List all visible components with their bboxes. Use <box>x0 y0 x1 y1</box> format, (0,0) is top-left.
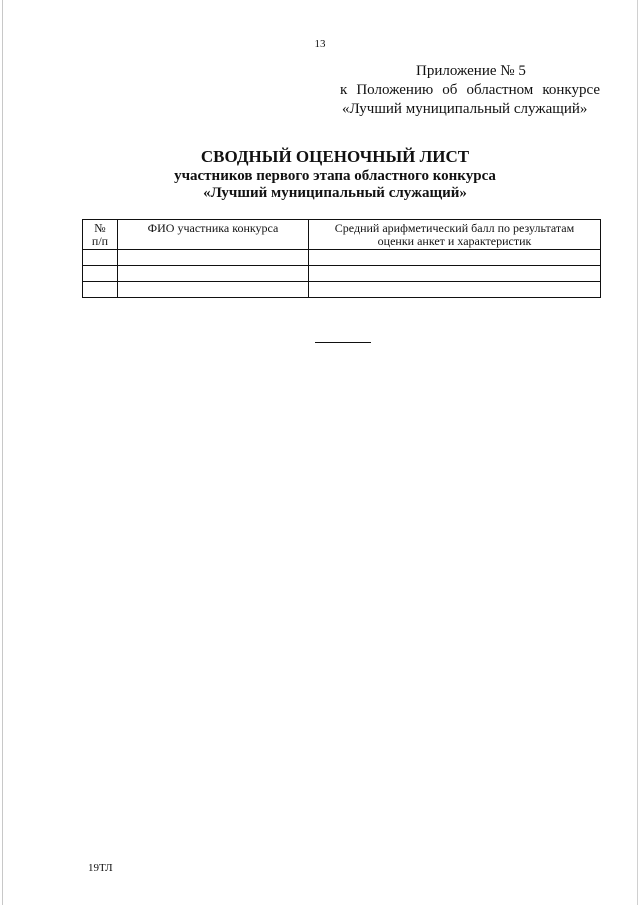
page-number: 13 <box>314 38 326 50</box>
appendix-header <box>340 62 600 119</box>
document-code: 19ТЛ <box>88 862 113 874</box>
header-number-line1: № <box>94 221 106 235</box>
appendix-reference: к Положению об областном конкурсе <box>340 82 600 98</box>
cell-name <box>118 282 309 298</box>
cell-name <box>118 250 309 266</box>
cell-score <box>309 250 601 266</box>
cell-number <box>83 250 118 266</box>
cell-score <box>309 266 601 282</box>
table-row <box>83 282 601 298</box>
document-title-block <box>0 146 640 202</box>
closing-rule-divider <box>315 342 371 343</box>
header-number-line2: п/п <box>91 234 109 248</box>
header-average-score <box>309 220 601 250</box>
header-score-line1: Средний арифметический балл по результатам <box>334 221 575 235</box>
document-subtitle-1: участников первого этапа областного конкурса <box>174 168 496 184</box>
header-number <box>83 220 118 250</box>
score-table <box>82 219 601 298</box>
table-header-row <box>83 220 601 250</box>
header-score-line2: оценки анкет и характеристик <box>377 234 532 248</box>
cell-number <box>83 282 118 298</box>
table-row <box>83 250 601 266</box>
cell-number <box>83 266 118 282</box>
header-participant-name: ФИО участника конкурса <box>118 220 309 250</box>
table-row <box>83 266 601 282</box>
document-subtitle-2: «Лучший муниципальный служащий» <box>203 185 467 201</box>
cell-name <box>118 266 309 282</box>
page-edge-left <box>2 0 3 905</box>
appendix-number: Приложение № 5 <box>416 63 526 79</box>
cell-score <box>309 282 601 298</box>
document-title: СВОДНЫЙ ОЦЕНОЧНЫЙ ЛИСТ <box>200 147 470 166</box>
appendix-contest-name: «Лучший муниципальный служащий» <box>342 101 588 117</box>
page-edge-right <box>637 0 638 905</box>
